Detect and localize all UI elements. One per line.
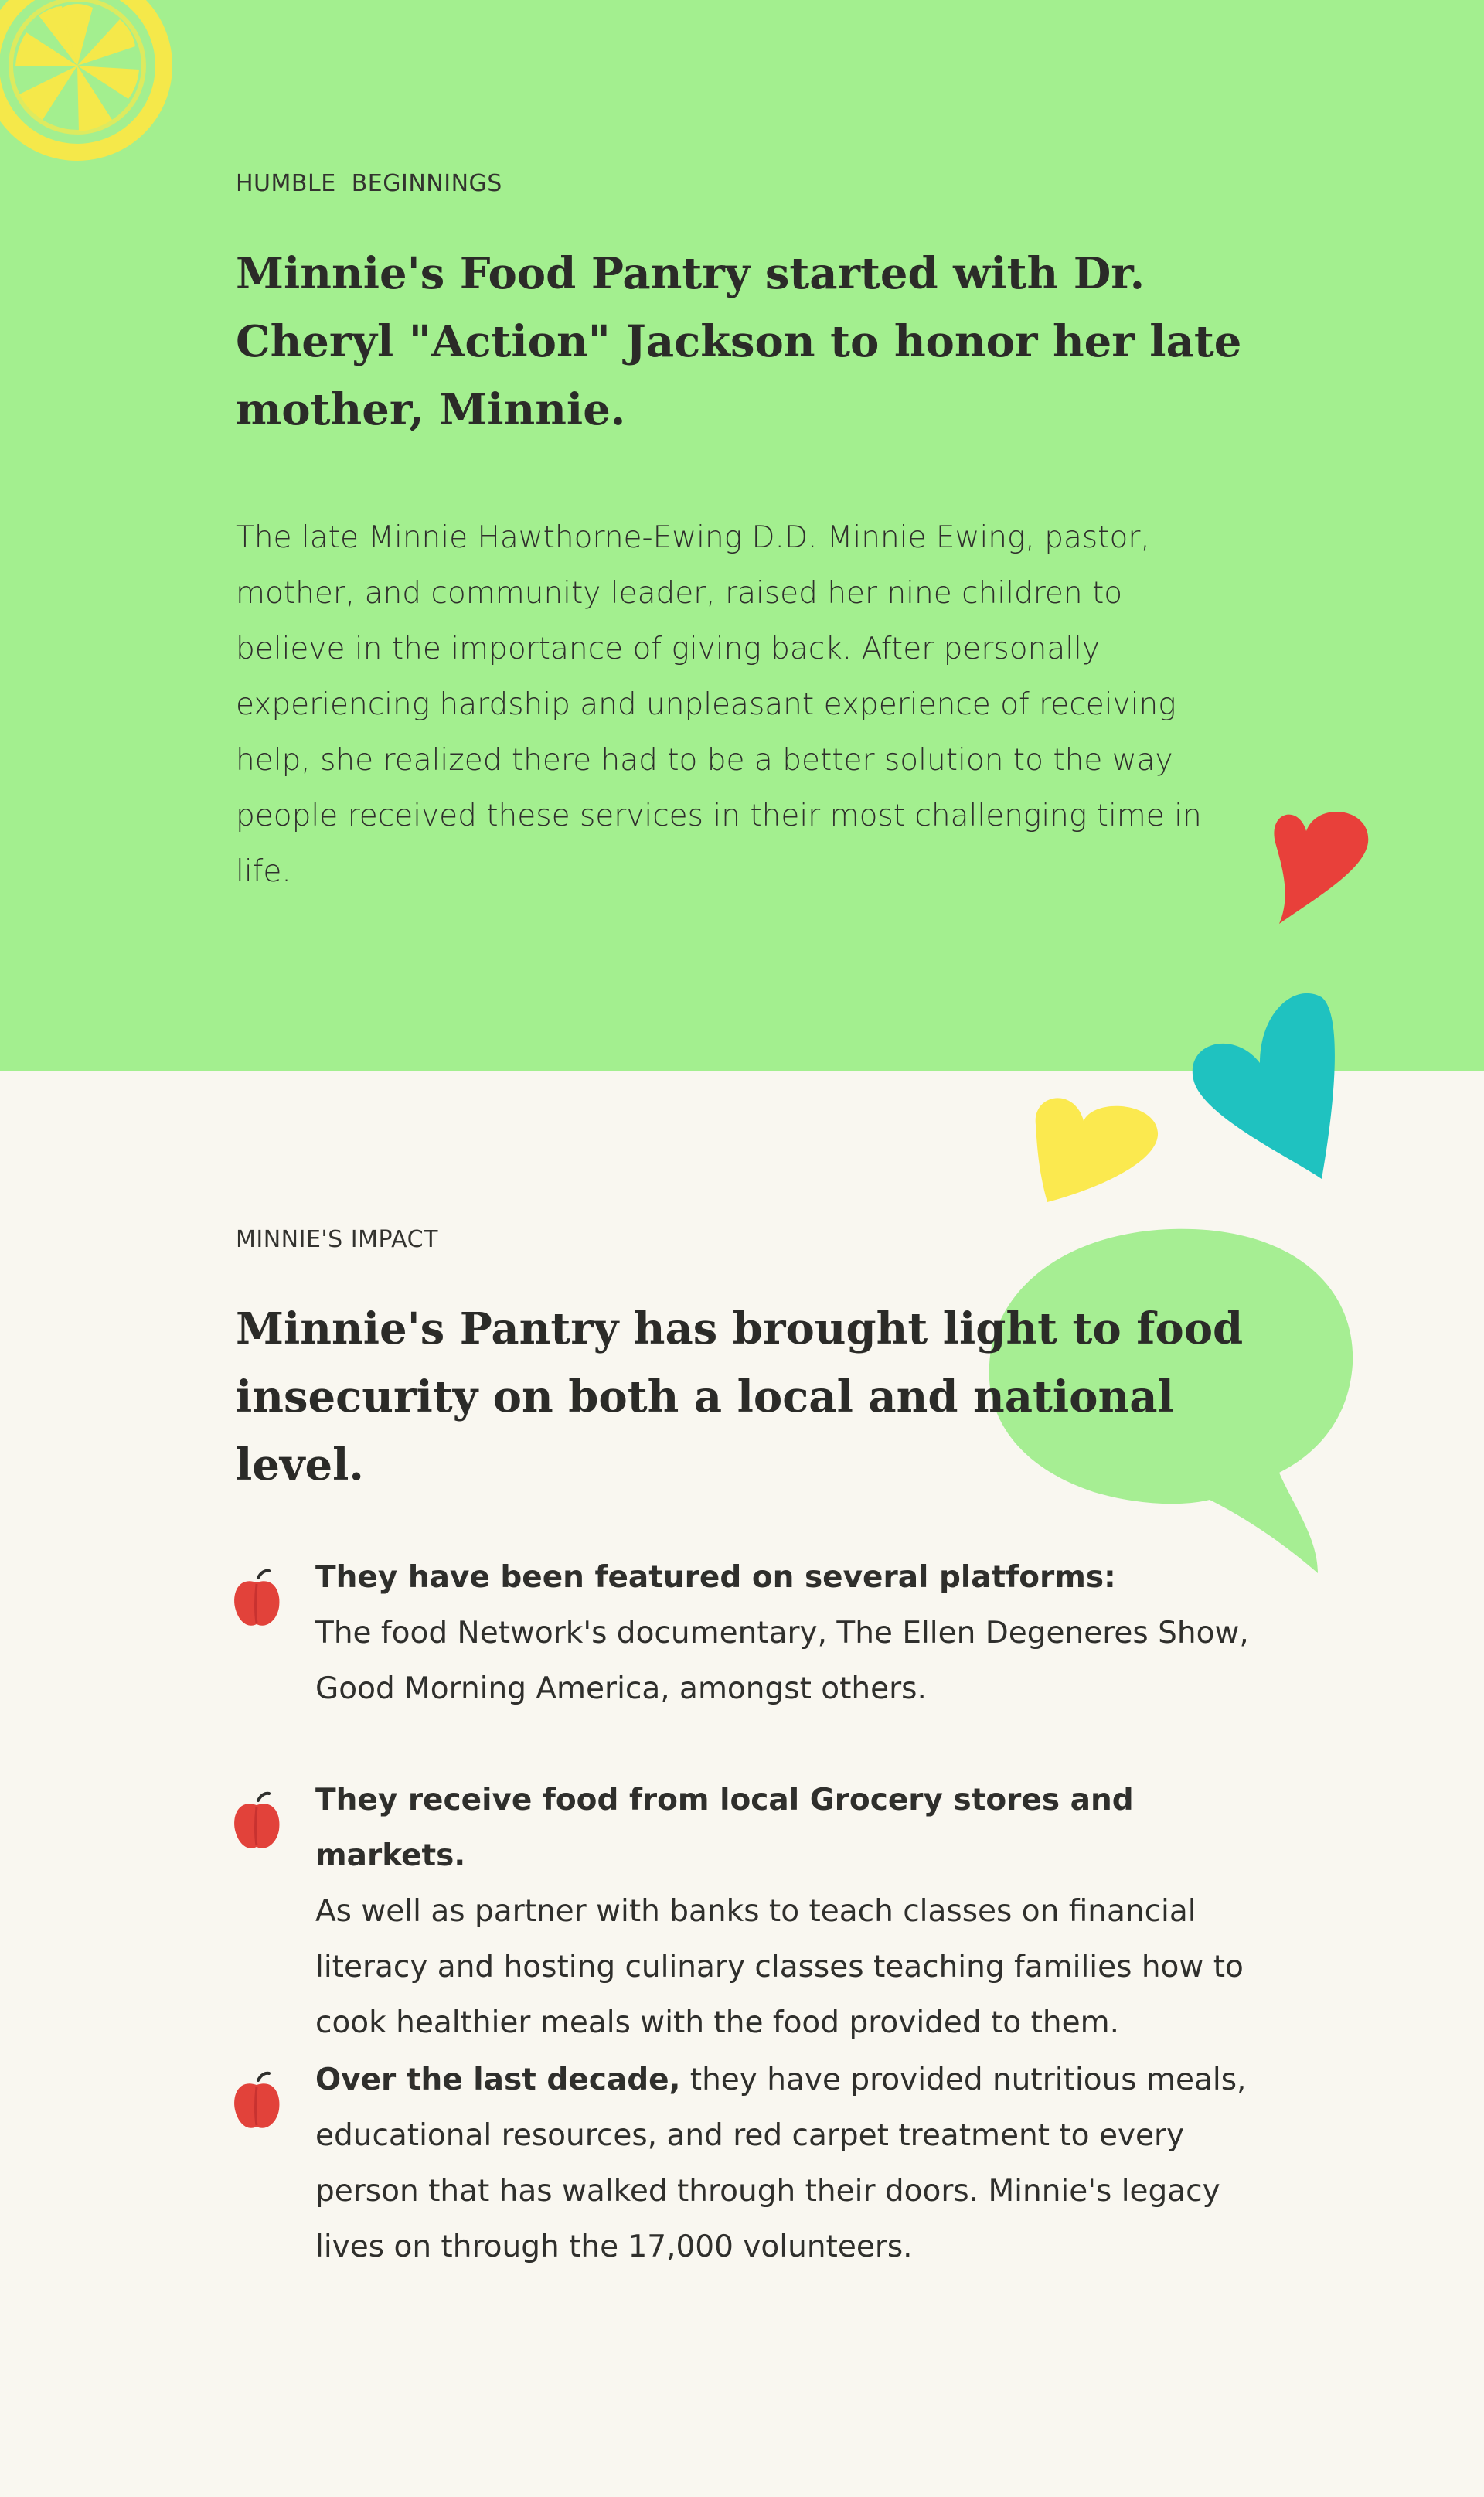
apple-icon	[232, 1567, 281, 1629]
impact-item-rest: The food Network's documentary, The Ellen Degeneres Show, Good Morning America, amongst others.	[315, 1616, 1249, 1706]
lemon-slice-icon	[0, 0, 193, 193]
teal-heart-icon	[1186, 982, 1341, 1187]
yellow-heart-icon	[1028, 1086, 1163, 1206]
humble-body: The late Minnie Hawthorne-Ewing D.D. Minnie Ewing, pastor, mother, and community leader, raised her nine children to believe in the importance of giving back. After personally experiencing hardship and unpleasant experience of receiving help, she realized there had to be a better solution to the way people received these services in their most challenging time in life.	[236, 520, 1202, 889]
impact-item-text	[315, 1773, 1274, 2051]
impact-item-text	[315, 2052, 1274, 2275]
impact-eyebrow: MINNIE'S IMPACT	[236, 1226, 438, 1253]
red-heart-icon	[1264, 796, 1372, 932]
apple-icon	[232, 1790, 281, 1851]
impact-item-rest: As well as partner with banks to teach classes on financial literacy and hosting culinary classes teaching families how to cook healthier meals with the food provided to them.	[315, 1894, 1244, 2040]
impact-item-bold: They receive food from local Grocery stores and markets.	[315, 1783, 1134, 1873]
humble-eyebrow: HUMBLE BEGINNINGS	[236, 170, 502, 197]
impact-item-rest: they have provided nutritious meals, educational resources, and red carpet treatment to every person that has walked through their doors. Minnie's legacy lives on through the 17,000 volunteers.	[315, 2063, 1247, 2264]
impact-item-bold: They have been featured on several platforms:	[315, 1560, 1116, 1595]
apple-icon	[232, 2069, 281, 2131]
impact-heading: Minnie's Pantry has brought light to food insecurity on both a local and national level.	[236, 1303, 1244, 1490]
humble-heading: Minnie's Food Pantry started with Dr. Cheryl "Action" Jackson to honor her late mother, Minnie.	[236, 248, 1242, 435]
impact-item-text	[315, 1550, 1274, 1717]
impact-item-bold: Over the last decade,	[315, 2063, 681, 2097]
